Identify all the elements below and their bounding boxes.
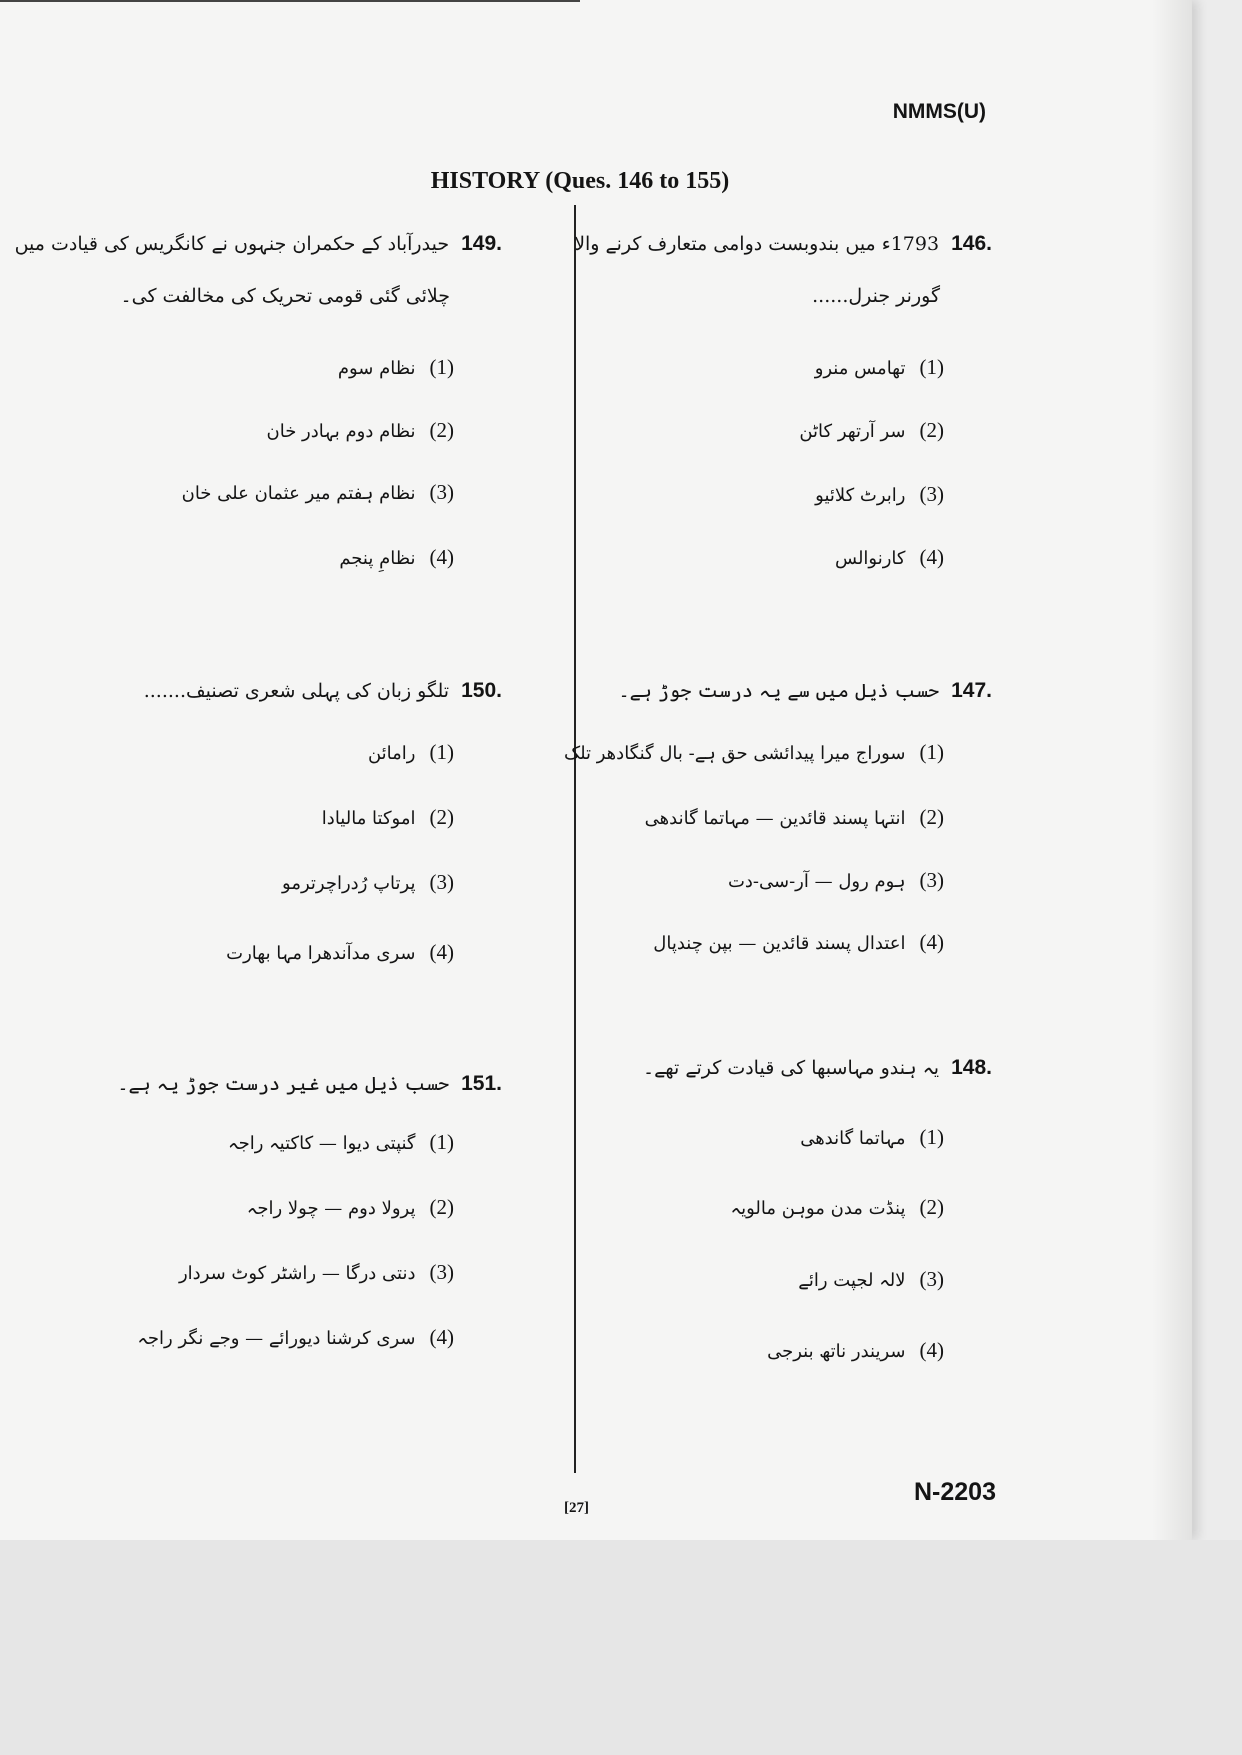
question-text: یہ ہندو مہاسبھا کی قیادت کرتے تھے۔ — [642, 1057, 940, 1079]
option-148-2: (2)پنڈت مدن موہن مالویہ — [730, 1195, 944, 1219]
question-number: .149 — [461, 232, 502, 255]
question-text-continued: گورنر جنرل...... — [812, 285, 940, 307]
option-147-1: (1)سوراج میرا پیدائشی حق ہے- بال گنگادھر تلک — [563, 740, 944, 764]
option-149-2: (2)نظام دوم بہادر خان — [266, 418, 454, 442]
question-148 — [552, 1042, 992, 1094]
option-147-2: (2)انتہا پسند قائدین — مہاتما گاندھی — [644, 805, 944, 829]
option-151-1: (1)گنپتی دیوا — کاکتیہ راجہ — [228, 1130, 454, 1154]
question-text: تلگو زبان کی پہلی شعری تصنیف....... — [143, 680, 450, 702]
question-number: .147 — [951, 679, 992, 702]
option-151-2: (2)پرولا دوم — چولا راجہ — [246, 1195, 454, 1219]
question-number: .151 — [461, 1072, 502, 1095]
option-151-4: (4)سری کرشنا دیورائے — وجے نگر راجہ — [137, 1325, 454, 1349]
top-rule — [0, 0, 580, 2]
option-150-2: (2)اموکتا مالیادا — [321, 805, 454, 829]
question-text: حیدرآباد کے حکمران جنہوں نے کانگریس کی قیادت میں — [14, 233, 450, 255]
option-146-2: (2)سر آرتھر کاٹن — [799, 418, 944, 442]
question-number: .150 — [461, 679, 502, 702]
option-149-3: (3)نظام ہفتم میر عثمان علی خان — [181, 480, 454, 504]
page-title: HISTORY (Ques. 146 to 155) — [430, 168, 730, 194]
question-150 — [12, 665, 502, 717]
option-149-4: (4)نظامِ پنجم — [339, 545, 454, 569]
question-151 — [12, 1058, 502, 1110]
option-150-1: (1)رامائن — [367, 740, 454, 764]
question-text: 1793ء میں بندوبست دوامی متعارف کرنے والا — [574, 233, 940, 255]
option-148-1: (1)مہاتما گاندھی — [800, 1125, 944, 1149]
question-text: حسب ذیل میں سے یہ درست جوڑ ہے۔ — [618, 680, 940, 702]
option-151-3: (3)دنتی درگا — راشٹر کوٹ سردار — [178, 1260, 454, 1284]
question-number: .146 — [951, 232, 992, 255]
question-number: .148 — [951, 1056, 992, 1079]
option-146-4: (4)کارنوالس — [835, 545, 944, 569]
option-150-3: (3)پرتاپ رُدراچرترمو — [282, 870, 454, 894]
question-146 — [552, 218, 992, 322]
option-146-1: (1)تھامس منرو — [814, 355, 944, 379]
option-148-4: (4)سریندر ناتھ بنرجی — [767, 1338, 944, 1362]
footer-code: N-2203 — [914, 1478, 996, 1506]
page-number: [27] — [564, 1500, 589, 1516]
option-147-4: (4)اعتدال پسند قائدین — بپن چندپال — [653, 930, 944, 954]
option-148-3: (3)لالہ لجپت رائے — [798, 1267, 944, 1291]
scan-background — [0, 1540, 1242, 1755]
option-150-4: (4)سری مدآندھرا مہا بھارت — [226, 940, 454, 964]
option-146-3: (3)رابرٹ کلائیو — [815, 482, 944, 506]
header-code: NMMS(U) — [892, 100, 986, 123]
question-147 — [552, 665, 992, 717]
question-149 — [12, 218, 502, 322]
question-text: حسب ذیل میں غیر درست جوڑ یہ ہے۔ — [117, 1073, 450, 1095]
question-text-continued: چلائی گئی قومی تحریک کی مخالفت کی۔ — [120, 285, 450, 307]
option-147-3: (3)ہوم رول — آر-سی-دت — [727, 868, 944, 892]
option-149-1: (1)نظام سوم — [337, 355, 454, 379]
